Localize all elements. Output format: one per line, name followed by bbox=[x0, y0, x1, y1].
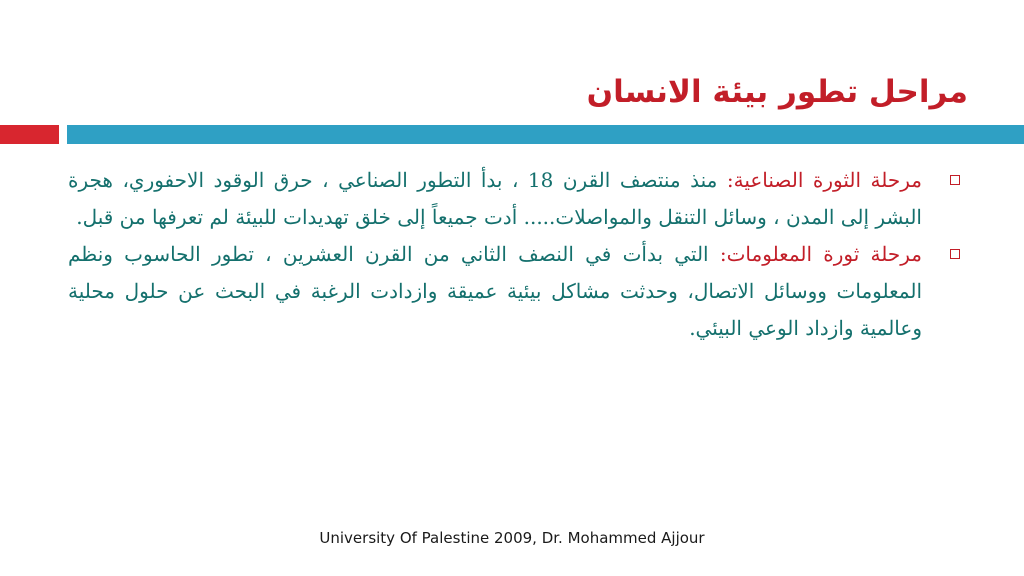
bullet-list bbox=[68, 162, 960, 347]
divider-red-segment bbox=[0, 125, 59, 144]
bullet-term: مرحلة الثورة الصناعية: bbox=[726, 168, 922, 192]
bullet-term: مرحلة ثورة المعلومات: bbox=[719, 242, 922, 266]
square-bullet-icon bbox=[950, 249, 960, 259]
square-bullet-icon bbox=[950, 175, 960, 185]
bullet-text: منذ منتصف القرن 18 ، بدأ التطور الصناعي ، حرق الوقود الاحفوري، هجرة البشر إلى المدن ، وسائل التنقل والمواصلات..... أدت جميعاً إلى خلق تهديدات للبيئة لم تعرفها من قبل. bbox=[68, 168, 922, 229]
slide-title: مراحل تطور بيئة الانسان bbox=[586, 74, 968, 110]
divider-blue-segment bbox=[67, 125, 1024, 144]
bullet-item-industrial-revolution bbox=[68, 162, 960, 236]
slide-footer: University Of Palestine 2009, Dr. Mohammed Ajjour bbox=[319, 529, 705, 547]
bullet-text: التي بدأت في النصف الثاني من القرن العشرين ، تطور الحاسوب ونظم المعلومات ووسائل الاتصال، وحدثت مشاكل بيئية عميقة وازدادت الرغبة في البحث عن حلول محلية وعالمية وازداد الوعي البيئي. bbox=[68, 242, 922, 340]
bullet-item-information-revolution bbox=[68, 236, 960, 347]
